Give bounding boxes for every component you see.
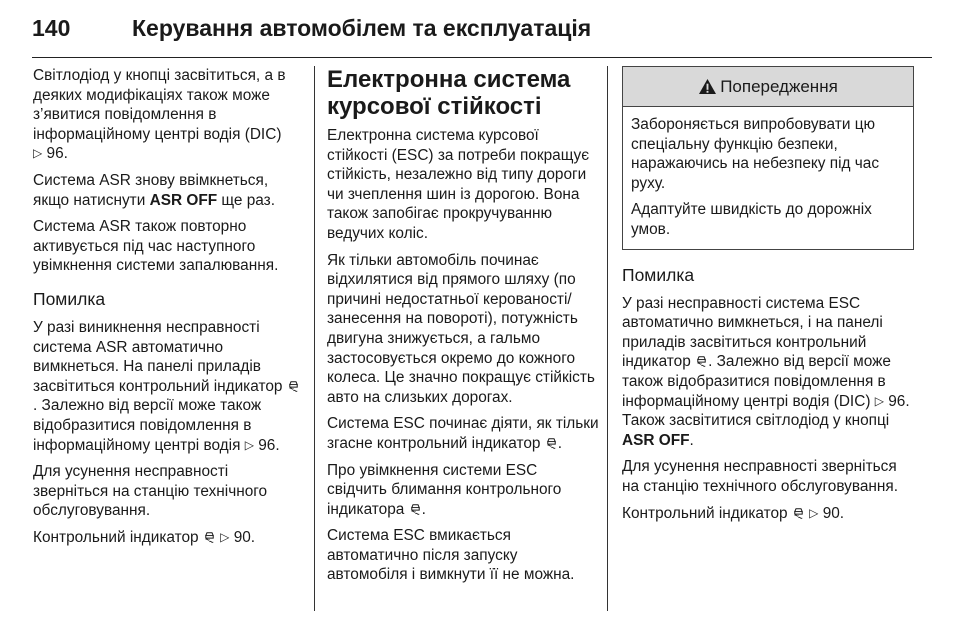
paragraph: У разі виникнення несправності система ASR автоматично вимкнеться. На панелі приладів засвітиться контрольний індикатор . Залежно від версії може також відобразитися повідомлення в інформаційному центрі водія ▷ 96. [33,318,303,455]
asr-off-button-label: ASR OFF [149,191,218,209]
column-right [622,66,914,530]
column-middle [327,66,599,592]
warning-title: Попередження [720,76,838,96]
page-reference-arrow-icon: ▷ [33,146,43,161]
skid-car-indicator-icon [792,506,805,519]
paragraph: Контрольний індикатор ▷ 90. [622,504,845,522]
column-left [33,66,303,554]
page-reference-arrow-icon: ▷ [244,437,254,452]
paragraph: Як тільки автомобіль починає відхилятися від прямого шляху (по причині недостатньої керованості/занесення на повороті), потужність двигуна знижується, а гальмо застосовується окремо до кожного колеса. Це значно покращує стійкість авто на слизьких дорогах. [327,251,595,406]
warning-body [623,107,913,249]
skid-car-indicator-icon [287,379,300,392]
column-divider [314,66,315,611]
page-number: 140 [32,15,71,41]
page-reference-arrow-icon: ▷ [874,393,884,408]
page-reference: 96. [46,145,68,163]
column-divider [607,66,608,611]
section-heading: Помилка [622,264,695,285]
paragraph: Світлодіод у кнопці засвітиться, а в деяких модифікаціях також може з’явитися повідомлення в інформаційному центрі водія (DIC) ▷ 96. [33,67,286,163]
section-title: Електронна система курсової стійкості [327,66,571,120]
paragraph: Система ASR також повторно активується під час наступного увімкнення системи запалювання. [33,218,279,275]
skid-car-indicator-icon [545,436,558,449]
asr-off-button-label: ASR OFF [622,431,690,449]
paragraph: Для усунення несправності зверніться на станцію технічного обслуговування. [622,458,899,495]
skid-car-indicator-icon [695,354,708,367]
page-reference: 96. [258,436,280,454]
section-heading: Помилка [33,288,106,309]
page-title: Керування автомобілем та експлуатація [132,15,592,41]
warning-box [622,66,914,250]
paragraph: Система ASR знову ввімкнеться, якщо натиснути ASR OFF ще раз. [33,171,276,209]
page-reference-arrow-icon: ▷ [809,505,819,520]
paragraph: Електронна система курсової стійкості (ESC) за потреби покращує стійкість, незалежно від типу дороги чи зчеплення шин із дорогою. Вона також запобігає прокручуванню ведучих коліс. [327,127,590,242]
skid-car-indicator-icon [203,530,216,543]
skid-car-indicator-icon [409,502,422,515]
paragraph: Система ESC починає діяти, як тільки згасне контрольний індикатор . [327,415,599,452]
paragraph: Забороняється випробовувати цю спеціальну функцію безпеки, наражаючись на небезпеку під час руху. [631,116,880,192]
page-header [32,14,932,58]
page-reference: 90. [822,504,845,522]
paragraph: Адаптуйте швидкість до дорожніх умов. [631,201,872,238]
paragraph: Про увімкнення системи ESC свідчить блимання контрольного індикатора . [327,461,562,518]
paragraph: Система ESC вмикається автоматично після запуску автомобіля і вимкнути її не можна. [327,527,575,584]
paragraph: Для усунення несправності зверніться на станцію технічного обслуговування. [33,463,268,520]
paragraph: Контрольний індикатор ▷ 90. [33,528,256,546]
paragraph: У разі несправності система ESC автоматично вимкнеться, і на панелі приладів засвітиться контрольний індикатор . Залежно від версії може також відобразитися повідомлення в інформаційному центрі водія (DIC) ▷ 96. Також засвітитися світлодіод у кнопці ASR OFF. [622,294,910,449]
warning-triangle-icon [698,78,717,95]
warning-header [623,67,913,107]
page-reference: 90. [233,528,256,546]
page-reference-arrow-icon: ▷ [220,529,230,544]
